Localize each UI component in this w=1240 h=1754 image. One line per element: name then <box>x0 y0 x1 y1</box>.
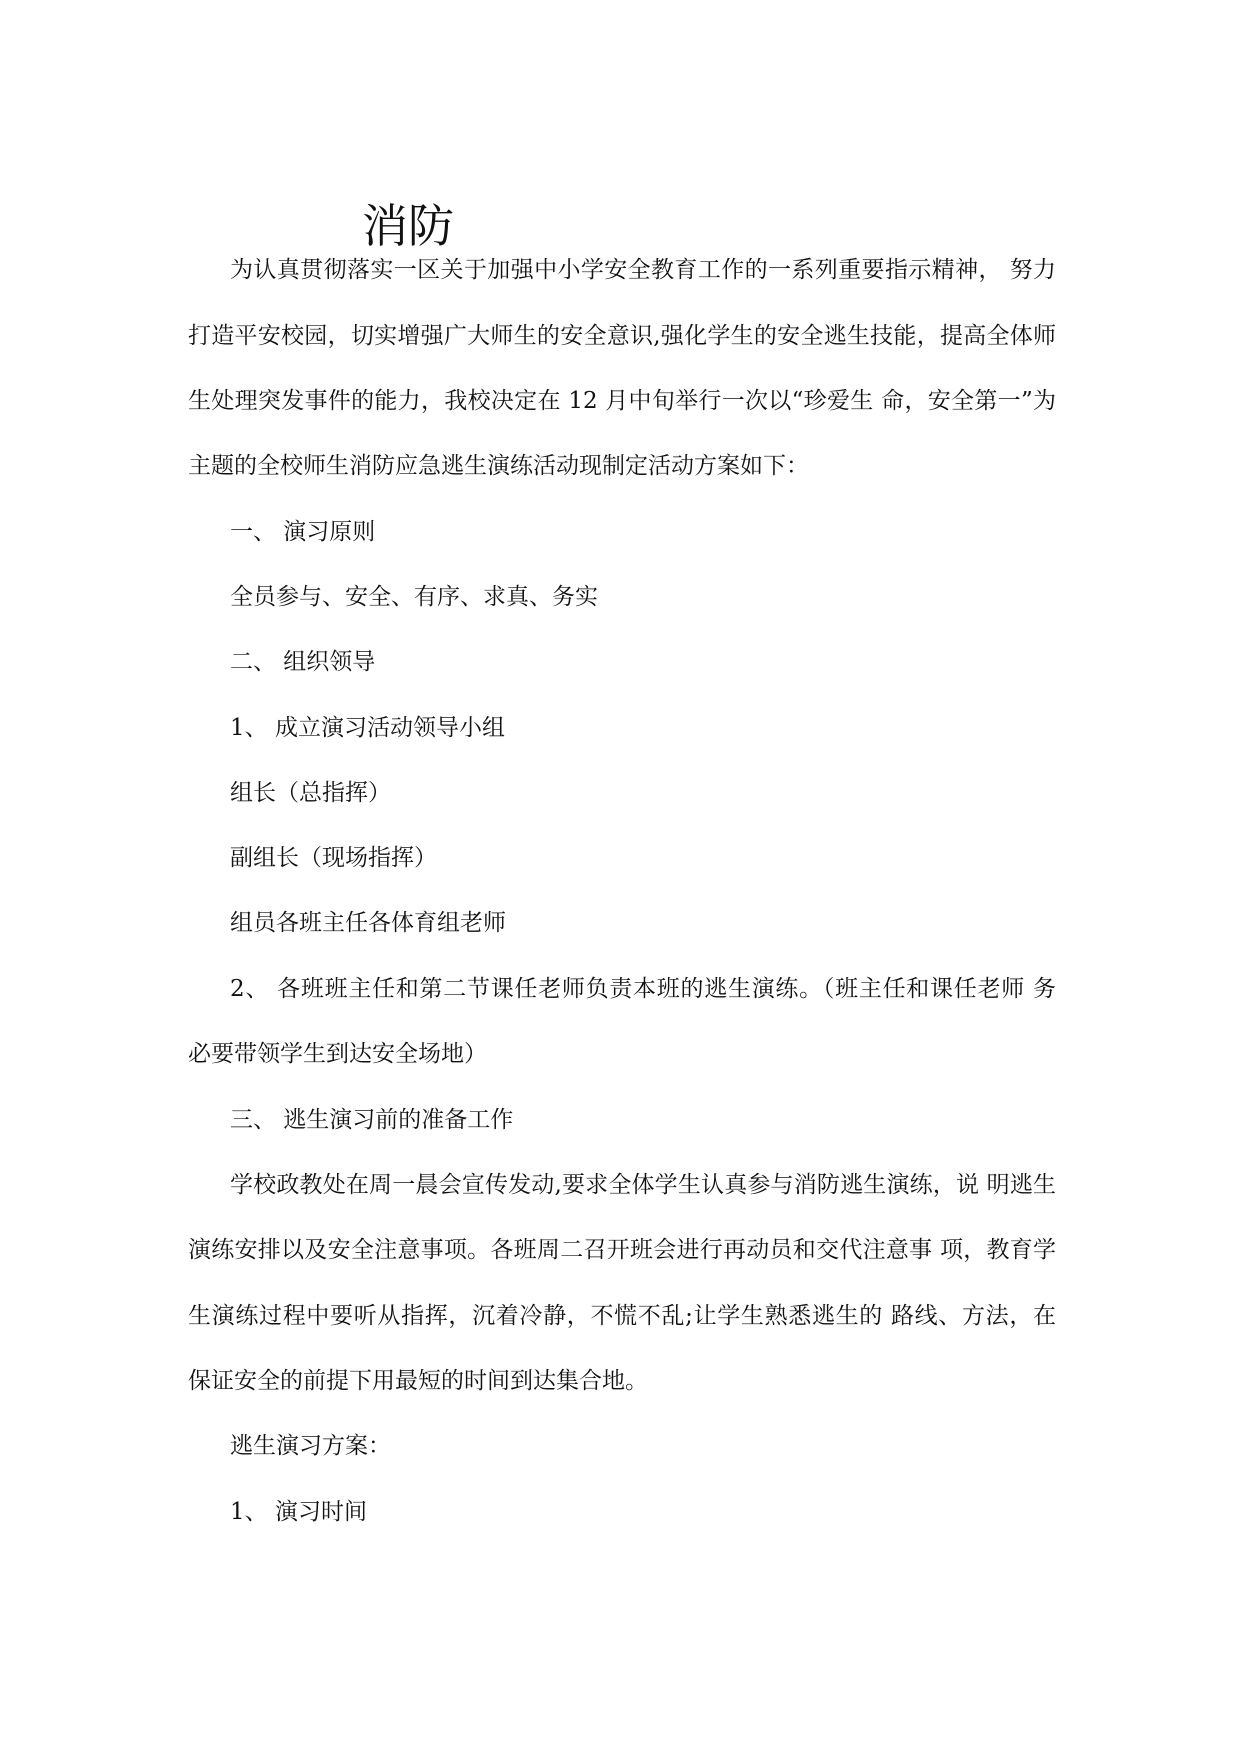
paragraph-line: 保证安全的前提下用最短的时间到达集合地。 <box>188 1368 648 1394</box>
paragraph-line: 组长（总指挥） <box>230 780 391 806</box>
section-heading: 三、 逃生演习前的准备工作 <box>230 1107 514 1133</box>
paragraph-line: 生演练过程中要听从指挥，沉着冷静，不慌不乱;让学生熟悉逃生的 路线、方法，在 <box>188 1303 1056 1329</box>
section-heading: 二、 组织领导 <box>230 649 376 675</box>
paragraph-line: 演练安排以及安全注意事项。各班周二召开班会进行再动员和交代注意事 项，教育学 <box>188 1237 1056 1263</box>
paragraph-line: 打造平安校园，切实增强广大师生的安全意识,强化学生的安全逃生技能，提高全体师 <box>188 323 1056 349</box>
list-item: 2、 各班班主任和第二节课任老师负责本班的逃生演练。（班主任和课任老师 务 <box>230 976 1056 1002</box>
section-heading: 逃生演习方案： <box>230 1433 391 1459</box>
list-item: 1、 成立演习活动领导小组 <box>230 715 505 741</box>
list-item: 1、 演习时间 <box>230 1499 367 1525</box>
paragraph-line: 副组长（现场指挥） <box>230 845 437 871</box>
paragraph-line: 为认真贯彻落实一区关于加强中小学安全教育工作的一系列重要指示精神， 努力 <box>230 257 1056 283</box>
paragraph-line: 全员参与、安全、有序、求真、务实 <box>230 584 598 610</box>
section-heading: 一、 演习原则 <box>230 519 376 545</box>
paragraph-line: 生处理突发事件的能力，我校决定在 12 月中旬举行一次以“珍爱生 命，安全第一”为 <box>188 388 1056 414</box>
paragraph-line: 必要带领学生到达安全场地） <box>188 1041 487 1067</box>
document-title: 消防 <box>362 199 454 253</box>
paragraph-line: 主题的全校师生消防应急逃生演练活动现制定活动方案如下： <box>188 453 809 479</box>
paragraph-line: 学校政教处在周一晨会宣传发动,要求全体学生认真参与消防逃生演练，说 明逃生 <box>230 1172 1056 1198</box>
paragraph-line: 组员各班主任各体育组老师 <box>230 910 506 936</box>
